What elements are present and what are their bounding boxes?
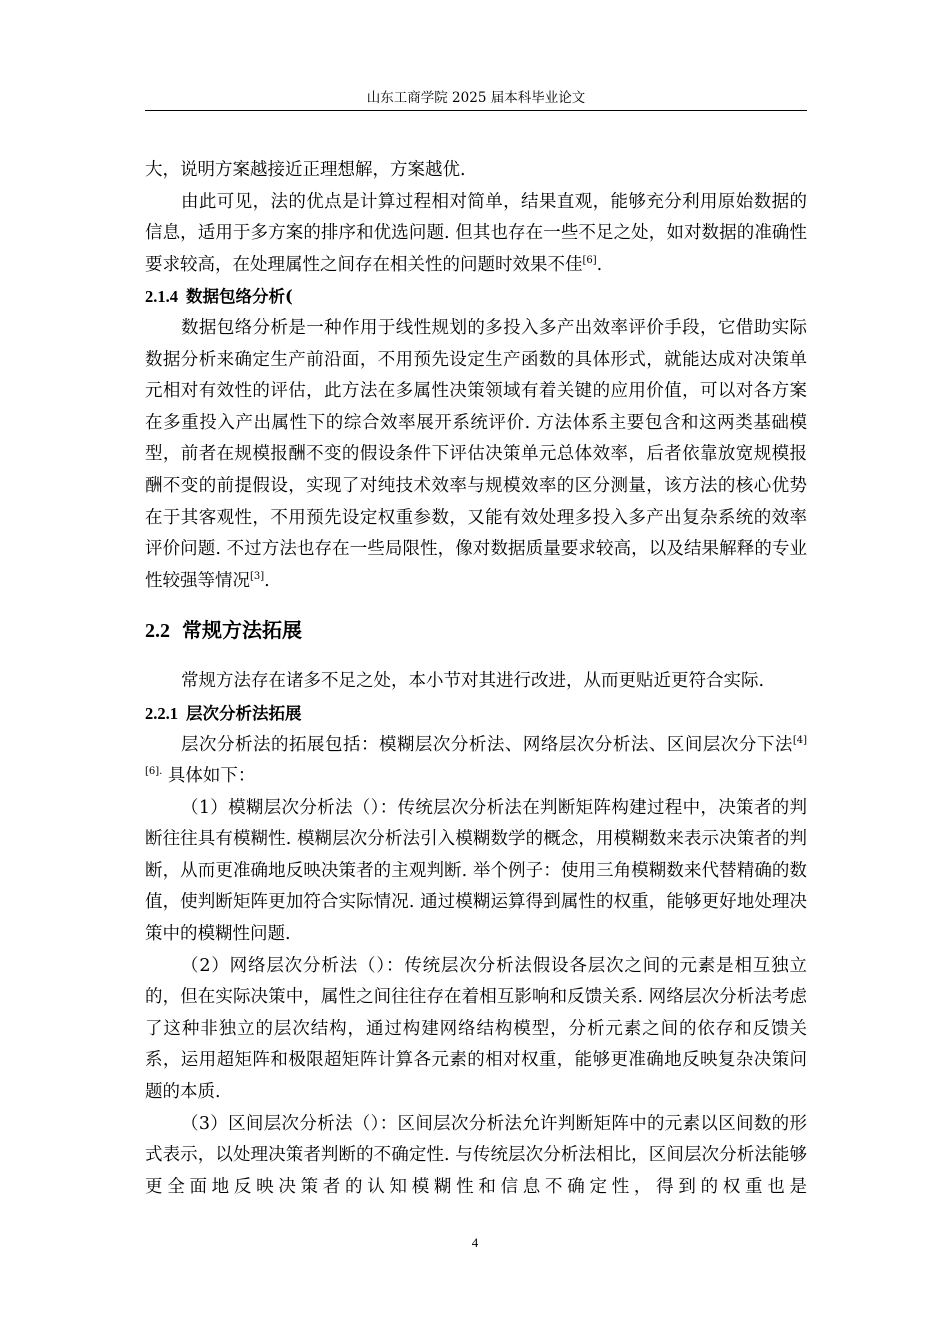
page-number: 4 — [471, 1235, 479, 1250]
section-number: 2.2.1 — [145, 703, 178, 723]
running-header: 山东工商学院 2025 届本科毕业论文 — [366, 90, 586, 106]
section-number: 2.2 — [145, 620, 170, 643]
paragraph-text: （2）网络层次分析法（）：传统层次分析法假设各层次之间的元素是相互独立的，但在实际决策中，属性之间往往存在着相互影响和反馈关系. 网络层次分析法考虑了这种非独立的层次结构，通过构建网络结构模型，分析元素之间的依存和反馈关系，运用超矩阵和极限超矩阵计算各元素的相对权重，能够更准确地反映复杂决策问题的本质. — [145, 955, 807, 1103]
paragraph-dea — [145, 313, 807, 597]
paragraph-text: 大，说明方案越接近正理想解，方案越优. — [145, 160, 466, 180]
paragraph-text: 层次分析法的拓展包括：模糊层次分析法、网络层次分析法、区间层次分下法 — [181, 734, 793, 755]
paragraph-end: . — [264, 570, 270, 591]
paragraph-interval-ahp — [145, 1109, 807, 1204]
paragraph-ahp-extensions — [145, 730, 807, 793]
section-title: 数据包络分析( — [186, 287, 293, 307]
section-number: 2.1.4 — [145, 287, 178, 307]
paragraph-topsis-summary — [145, 187, 807, 282]
citation: [3] — [250, 570, 265, 582]
paragraph-anp — [145, 951, 807, 1109]
section-title: 常规方法拓展 — [182, 618, 302, 643]
section-heading-2-1-4 — [145, 281, 807, 313]
header-rule — [145, 110, 807, 111]
paragraph-intro-2-2 — [145, 666, 807, 698]
paragraph-text: 常规方法存在诸多不足之处，本小节对其进行改进，从而更贴近更符合实际. — [181, 671, 765, 692]
paragraph-text: 由此可见，法的优点是计算过程相对简单，结果直观，能够充分利用原始数据的信息，适用于多方案的排序和优选问题. 但其也存在一些不足之处，如对数据的准确性要求较高，在处理属性之间存在相关性的问题时效果不佳 — [145, 191, 807, 275]
section-heading-2-2-1 — [145, 698, 807, 730]
citation: [6] — [582, 254, 597, 266]
body-text — [145, 155, 807, 1203]
paragraph-text: （3）区间层次分析法（）：区间层次分析法允许判断矩阵中的元素以区间数的形式表示，以处理决策者判断的不确定性. 与传统层次分析法相比，区间层次分析法能够更全面地反映决策者的认知模糊性和信息不确定性，得到的权重也是 — [145, 1113, 807, 1197]
paragraph-text: 数据包络分析是一种作用于线性规划的多投入多产出效率评价手段，它借助实际数据分析来确定生产前沿面，不用预先设定生产函数的具体形式，就能达成对决策单元相对有效性的评估，此方法在多属性决策领域有着关键的应用价值，可以对各方案在多重投入产出属性下的综合效率展开系统评价. 方法体系主要包含和这两类基础模型，前者在规模报酬不变的假设条件下评估决策单元总体效率，后者依靠放宽规模报酬不变的前提假设，实现了对纯技术效率与规模效率的区分测量，该方法的核心优势在于其客观性，不用预先设定权重参数，又能有效处理多投入多产出复杂系统的效率评价问题. 不过方法也存在一些局限性，像对数据质量要求较高，以及结果解释的专业性较强等情况 — [145, 317, 807, 591]
paragraph-fuzzy-ahp — [145, 793, 807, 951]
paragraph-end: 具体如下： — [162, 766, 256, 787]
citation: [4][6]. — [145, 734, 807, 778]
paragraph-continuation — [145, 155, 807, 187]
paragraph-text: （1）模糊层次分析法（）：传统层次分析法在判断矩阵构建过程中，决策者的判断往往具有模糊性. 模糊层次分析法引入模糊数学的概念，用模糊数来表示决策者的判断，从而更准确地反映决策者的主观判断. 举个例子：使用三角模糊数来代替精确的数值，使判断矩阵更加符合实际情况. 通过模糊运算得到属性的权重，能够更好地处理决策中的模糊性问题. — [145, 797, 807, 945]
section-heading-2-2 — [145, 615, 807, 646]
paragraph-end: . — [596, 254, 603, 275]
section-title: 层次分析法拓展 — [186, 703, 302, 723]
